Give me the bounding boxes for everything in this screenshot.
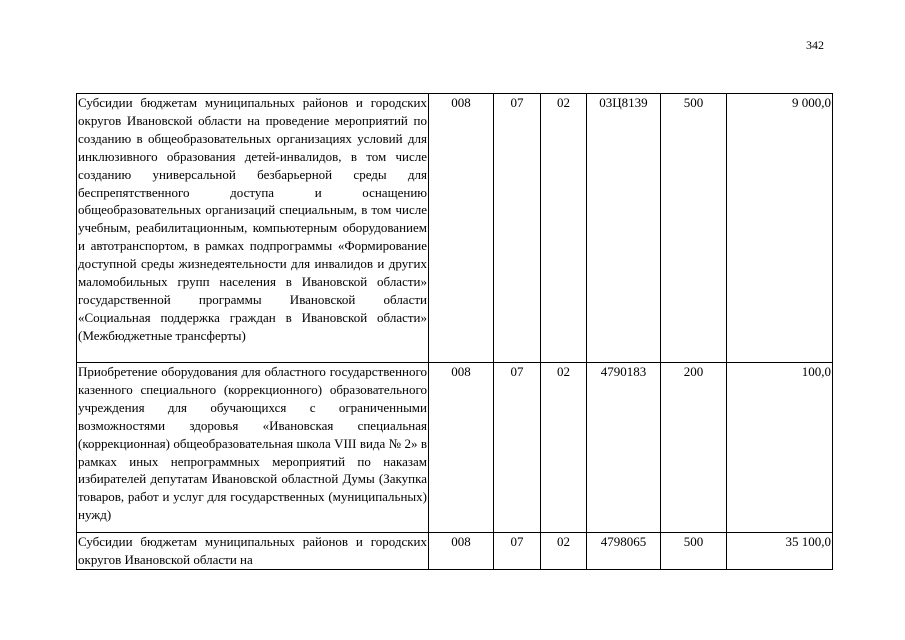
amount: 9 000,0: [727, 94, 833, 363]
ministry-code: 008: [429, 533, 494, 570]
budget-table: [76, 93, 833, 570]
row-description: Субсидии бюджетам муниципальных районов и городских округов Ивановской области на: [77, 533, 429, 570]
subsection-code: 02: [541, 533, 587, 570]
subsection-code: 02: [541, 94, 587, 363]
expense-type-code: 200: [661, 363, 727, 533]
ministry-code: 008: [429, 94, 494, 363]
target-article-code: 4798065: [587, 533, 661, 570]
ministry-code: 008: [429, 363, 494, 533]
subsection-code: 02: [541, 363, 587, 533]
table-row: [77, 94, 833, 363]
amount: 100,0: [727, 363, 833, 533]
expense-type-code: 500: [661, 94, 727, 363]
page-number: 342: [806, 38, 824, 52]
row-description: Субсидии бюджетам муниципальных районов и городских округов Ивановской области на проведение мероприятий по созданию в общеобразовательных организациях условий для инклюзивного образования детей-инвалидов, в том числе созданию универсальной безбарьерной среды для беспрепятственного доступа и оснащению общеобразовательных организаций специальным, в том числе учебным, реабилитационным, компьютерным оборудованием и автотранспортом, в рамках подпрограммы «Формирование доступной среды жизнедеятельности для инвалидов и других маломобильных групп населения в Ивановской области» государственной программы Ивановской области «Социальная поддержка граждан в Ивановской области» (Межбюджетные трансферты): [77, 94, 429, 363]
section-code: 07: [494, 533, 541, 570]
target-article-code: 4790183: [587, 363, 661, 533]
expense-type-code: 500: [661, 533, 727, 570]
table-row: [77, 363, 833, 533]
amount: 35 100,0: [727, 533, 833, 570]
table-row: [77, 533, 833, 570]
row-description: Приобретение оборудования для областного государственного казенного специального (коррекционного) образовательного учреждения для обучающихся с ограниченными возможностями здоровья «Ивановская специальная (коррекционная) общеобразовательная школа VIII вида № 2» в рамках иных непрограммных мероприятий по наказам избирателей депутатам Ивановской областной Думы (Закупка товаров, работ и услуг для государственных (муниципальных) нужд): [77, 363, 429, 533]
section-code: 07: [494, 363, 541, 533]
section-code: 07: [494, 94, 541, 363]
target-article-code: 03Ц8139: [587, 94, 661, 363]
